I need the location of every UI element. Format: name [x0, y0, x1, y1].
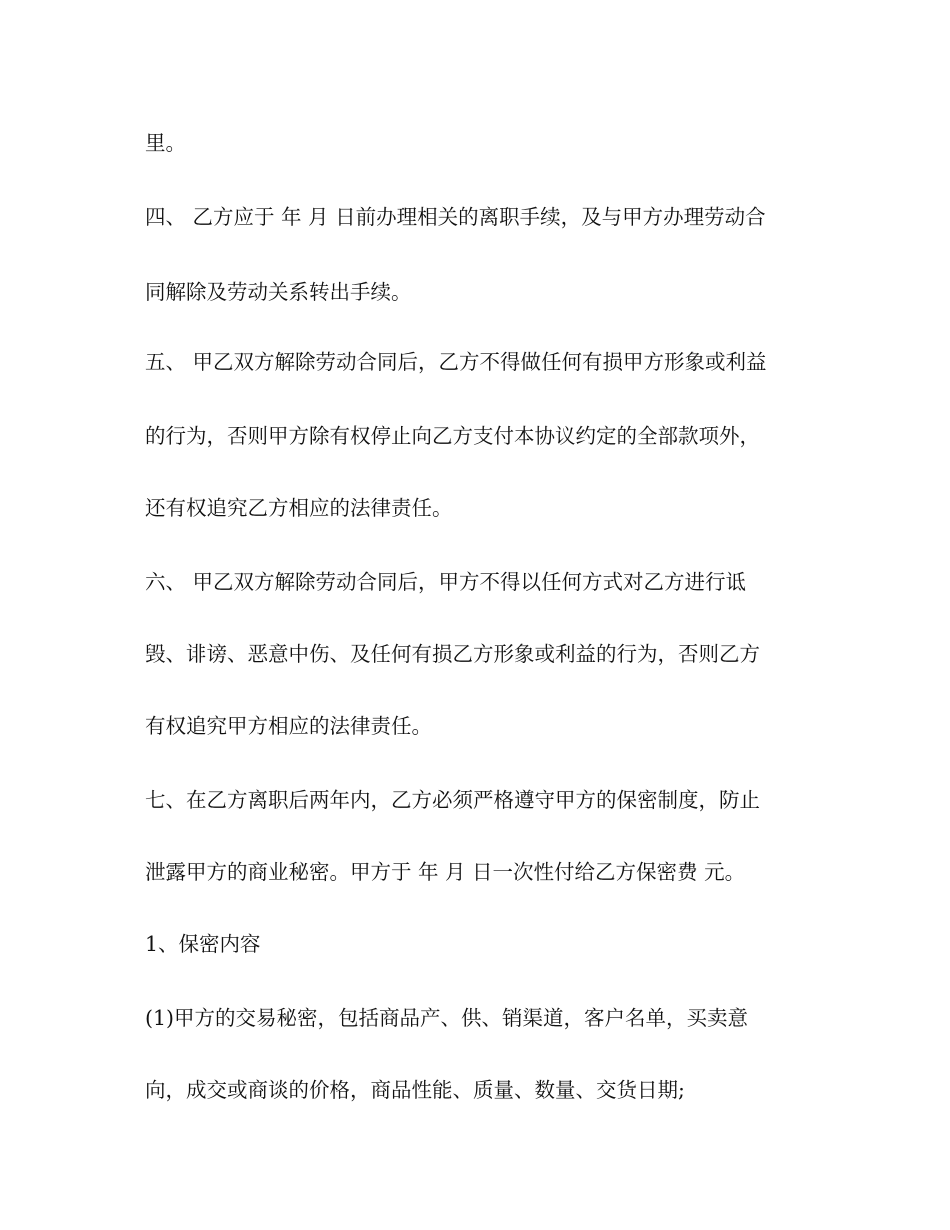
text-line: 还有权追究乙方相应的法律责任。 [145, 496, 453, 520]
text-line: 六、 甲乙双方解除劳动合同后，甲方不得以任何方式对乙方进行诋 [145, 570, 747, 594]
text-line: 同解除及劳动关系转出手续。 [145, 280, 412, 304]
text-line: 泄露甲方的商业秘密。甲方于 年 月 日一次性付给乙方保密费 元。 [145, 860, 746, 884]
text-line: 有权追究甲方相应的法律责任。 [145, 714, 432, 738]
text-line: 向，成交或商谈的价格，商品性能、质量、数量、交货日期; [145, 1078, 685, 1102]
text-line: 七、在乙方离职后两年内，乙方必须严格遵守甲方的保密制度，防止 [145, 788, 760, 812]
text-line: 五、 甲乙双方解除劳动合同后，乙方不得做任何有损甲方形象或利益 [145, 350, 767, 374]
text-line: 里。 [145, 131, 186, 155]
text-line: 毁、诽谤、恶意中伤、及任何有损乙方形象或利益的行为，否则乙方 [145, 642, 760, 666]
text-line: 的行为，否则甲方除有权停止向乙方支付本协议约定的全部款项外， [145, 424, 760, 448]
text-line: 1、保密内容 [145, 932, 261, 956]
text-line: (1)甲方的交易秘密，包括商品产、供、销渠道，客户名单，买卖意 [145, 1006, 749, 1030]
text-line: 四、 乙方应于 年 月 日前办理相关的离职手续，及与甲方办理劳动合 [145, 205, 766, 229]
